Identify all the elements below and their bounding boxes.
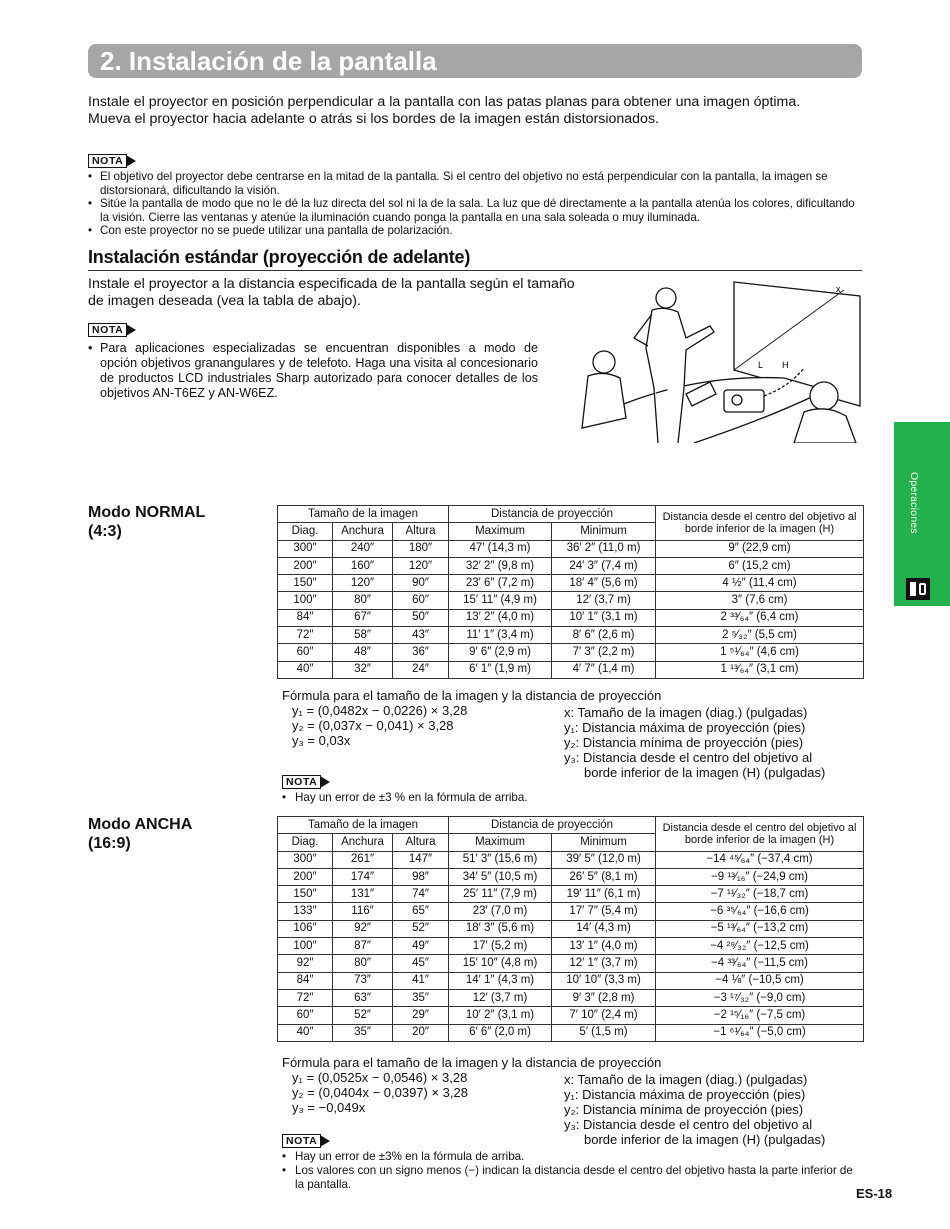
header-max: Maximum [449, 523, 552, 540]
table-cell: 52″ [333, 1007, 393, 1024]
standard-install-note [88, 322, 538, 401]
table-cell: −4 ²⁹⁄₃₂″ (−12,5 cm) [656, 938, 864, 955]
table-row [278, 575, 864, 592]
nota-badge: NOTA [282, 775, 330, 789]
table-cell: 160″ [333, 557, 393, 574]
note-item: • Los valores con un signo menos (−) indican la distancia desde el centro del objetivo hasta la parte inferior de la pantalla. [282, 1164, 862, 1192]
table-cell: 58″ [333, 627, 393, 644]
table-row [278, 557, 864, 574]
wide-mode-title: Modo ANCHA (16:9) [88, 816, 193, 852]
intro-paragraph-1: Instale el proyector en posición perpendicular a la pantalla con las patas planas para obtener una imagen óptima. [88, 94, 801, 110]
table-cell: 32′ 2″ (9,8 m) [449, 557, 552, 574]
header-min: Minimum [552, 523, 656, 540]
table-cell: 10′ 10″ (3,3 m) [552, 972, 656, 989]
table-cell: −14 ⁴⁵⁄₆₄″ (−37,4 cm) [656, 851, 864, 868]
formula-title: Fórmula para el tamaño de la imagen y la distancia de proyección [282, 688, 662, 703]
table-cell: 12′ 1″ (3,7 m) [552, 955, 656, 972]
header-distance: Distancia de proyección [449, 506, 656, 523]
table-cell: 72″ [278, 989, 333, 1006]
table-cell: −2 ¹⁵⁄₁₆″ (−7,5 cm) [656, 1007, 864, 1024]
table-cell: 17′ (5,2 m) [449, 938, 552, 955]
arrow-icon [126, 324, 136, 336]
section-title: 2. Instalación de la pantalla [88, 44, 862, 78]
table-row [278, 1007, 864, 1024]
table-cell: −4 ⅛″ (−10,5 cm) [656, 972, 864, 989]
formula-line: y₃ = 0,03x [292, 733, 351, 748]
arrow-icon [126, 155, 136, 167]
table-cell: 87″ [333, 938, 393, 955]
table-cell: 25′ 11″ (7,9 m) [449, 886, 552, 903]
table-cell: 13′ 2″ (4,0 m) [449, 609, 552, 626]
table-cell: 120″ [393, 557, 449, 574]
table-cell: 84″ [278, 972, 333, 989]
table-row [278, 955, 864, 972]
formula-line: y₂ = (0,0404x − 0,0397) × 3,28 [292, 1085, 468, 1100]
table-row [278, 851, 864, 868]
table-cell: 50″ [393, 609, 449, 626]
table-cell: 240″ [333, 540, 393, 557]
table-cell: 100″ [278, 592, 333, 609]
header-center: Distancia desde el centro del objetivo al borde inferior de la imagen (H) [656, 817, 864, 852]
intro-paragraph-2: Mueva el proyector hacia adelante o atrás si los bordes de la imagen están distorsionados. [88, 111, 659, 127]
table-cell: 2 ³³⁄₆₄″ (6,4 cm) [656, 609, 864, 626]
table-cell: 6″ (15,2 cm) [656, 557, 864, 574]
table-row [278, 989, 864, 1006]
table-cell: 8′ 6″ (2,6 m) [552, 627, 656, 644]
intro-text [88, 94, 858, 128]
table-cell: 32″ [333, 661, 393, 678]
formula-line: y₁ = (0,0525x − 0,0546) × 3,28 [292, 1070, 468, 1085]
table-cell: 73″ [333, 972, 393, 989]
standard-install-heading: Instalación estándar (proyección de adelante) [88, 246, 862, 271]
table-cell: 23′ 6″ (7,2 m) [449, 575, 552, 592]
legend-line: y₃: Distancia desde el centro del objetivo al [564, 1117, 813, 1132]
nota-badge: NOTA [88, 154, 136, 168]
table-cell: 92″ [278, 955, 333, 972]
note-item: • Sitúe la pantalla de modo que no le dé la luz directa del sol ni la de la sala. La luz que dé directamente a la pantalla atenúa los colores, dificultando la visión. Cierre las ventanas y atenúe la iluminación cuando ponga la pantalla en una sala soleada o muy iluminada. [88, 197, 864, 224]
table-cell: 34′ 5″ (10,5 m) [449, 868, 552, 885]
table-cell: 12′ (3,7 m) [449, 989, 552, 1006]
table-cell: 36″ [393, 644, 449, 661]
table-cell: 48″ [333, 644, 393, 661]
header-width: Anchura [333, 834, 393, 851]
header-diag: Diag. [278, 523, 333, 540]
header-image-size: Tamaño de la imagen [278, 817, 449, 834]
legend-line: y₂: Distancia mínima de proyección (pies) [564, 735, 804, 750]
header-diag: Diag. [278, 834, 333, 851]
table-row [278, 868, 864, 885]
table-cell: 7′ 10″ (2,4 m) [552, 1007, 656, 1024]
table-cell: 6′ 6″ (2,0 m) [449, 1024, 552, 1041]
wide-notes [282, 1134, 862, 1192]
table-cell: −6 ³⁵⁄₆₄″ (−16,6 cm) [656, 903, 864, 920]
table-row [278, 661, 864, 678]
table-cell: 4′ 7″ (1,4 m) [552, 661, 656, 678]
header-height: Altura [393, 834, 449, 851]
table-cell: 200″ [278, 868, 333, 885]
table-cell: 2 ⁵⁄₃₂″ (5,5 cm) [656, 627, 864, 644]
table-cell: 180″ [393, 540, 449, 557]
table-cell: 49″ [393, 938, 449, 955]
note-item: • Hay un error de ±3% en la fórmula de arriba. [282, 1150, 862, 1164]
header-width: Anchura [333, 523, 393, 540]
table-row [278, 972, 864, 989]
table-cell: 13′ 1″ (4,0 m) [552, 938, 656, 955]
table-cell: 150″ [278, 886, 333, 903]
header-min: Minimum [552, 834, 656, 851]
header-center: Distancia desde el centro del objetivo al borde inferior de la imagen (H) [656, 506, 864, 541]
standard-install-text: Instale el proyector a la distancia especificada de la pantalla según el tamaño de imagen deseada (vea la tabla de abajo). [88, 276, 575, 309]
table-cell: 60″ [278, 644, 333, 661]
table-cell: 60″ [278, 1007, 333, 1024]
table-row [278, 540, 864, 557]
table-cell: 80″ [333, 592, 393, 609]
table-cell: −5 ¹³⁄₆₄″ (−13,2 cm) [656, 920, 864, 937]
table-cell: 47′ (14,3 m) [449, 540, 552, 557]
table-cell: 65″ [393, 903, 449, 920]
table-cell: 40″ [278, 1024, 333, 1041]
projection-illustration [574, 278, 864, 443]
table-cell: 174″ [333, 868, 393, 885]
table-cell: 35″ [333, 1024, 393, 1041]
table-cell: 20″ [393, 1024, 449, 1041]
table-cell: 41″ [393, 972, 449, 989]
table-cell: 63″ [333, 989, 393, 1006]
remote-control-icon [906, 578, 930, 600]
table-cell: 106″ [278, 920, 333, 937]
table-cell: 72″ [278, 627, 333, 644]
table-cell: 147″ [393, 851, 449, 868]
table-cell: 261″ [333, 851, 393, 868]
header-max: Maximum [449, 834, 552, 851]
table-row [278, 903, 864, 920]
legend-line: y₃: Distancia desde el centro del objetivo al [564, 750, 813, 765]
table-cell: 150″ [278, 575, 333, 592]
table-row [278, 627, 864, 644]
table-cell: 7′ 3″ (2,2 m) [552, 644, 656, 661]
header-distance: Distancia de proyección [449, 817, 656, 834]
table-cell: −1 ⁶¹⁄₆₄″ (−5,0 cm) [656, 1024, 864, 1041]
table-cell: 98″ [393, 868, 449, 885]
table-cell: 90″ [393, 575, 449, 592]
table-cell: 18′ 3″ (5,6 m) [449, 920, 552, 937]
notes-top [88, 154, 864, 238]
note-item: • El objetivo del proyector debe centrarse en la mitad de la pantalla. Si el centro del objetivo no está perpendicular con la pantalla, la imagen se distorsionará, dificultando la visión. [88, 170, 864, 197]
table-cell: 24′ 3″ (7,4 m) [552, 557, 656, 574]
formula-line: y₃ = −0,049x [292, 1100, 366, 1115]
note-item: • Para aplicaciones especializadas se encuentran disponibles a modo de opción objetivos granangulares y de telefoto. Haga una visita al concesionario de productos LCD industriales Sharp autorizado para conocer detalles de los objetivos AN-T6EZ y AN-W6EZ. [88, 341, 538, 401]
wide-mode-table [277, 816, 864, 1042]
table-cell: 15′ 11″ (4,9 m) [449, 592, 552, 609]
nota-badge: NOTA [88, 323, 136, 337]
table-cell: 131″ [333, 886, 393, 903]
table-cell: 1 ⁵¹⁄₆₄″ (4,6 cm) [656, 644, 864, 661]
table-cell: 11′ 1″ (3,4 m) [449, 627, 552, 644]
table-cell: 80″ [333, 955, 393, 972]
table-cell: 133″ [278, 903, 333, 920]
table-cell: 9′ 6″ (2,9 m) [449, 644, 552, 661]
table-cell: 100″ [278, 938, 333, 955]
formula-line: y₁ = (0,0482x − 0,0226) × 3,28 [292, 703, 468, 718]
table-cell: 40″ [278, 661, 333, 678]
diagram-label-h: H [782, 360, 789, 370]
page-number: ES-18 [856, 1186, 893, 1201]
table-cell: 300″ [278, 851, 333, 868]
table-row [278, 886, 864, 903]
legend-line: borde inferior de la imagen (H) (pulgadas) [584, 1132, 826, 1147]
header-image-size: Tamaño de la imagen [278, 506, 449, 523]
table-cell: 51′ 3″ (15,6 m) [449, 851, 552, 868]
table-row [278, 938, 864, 955]
table-cell: 5′ (1,5 m) [552, 1024, 656, 1041]
header-height: Altura [393, 523, 449, 540]
table-row [278, 609, 864, 626]
table-cell: 120″ [333, 575, 393, 592]
note-item: • Con este proyector no se puede utilizar una pantalla de polarización. [88, 224, 864, 238]
table-cell: 52″ [393, 920, 449, 937]
table-cell: 300″ [278, 540, 333, 557]
table-cell: 29″ [393, 1007, 449, 1024]
table-cell: 9″ (22,9 cm) [656, 540, 864, 557]
table-cell: 67″ [333, 609, 393, 626]
table-cell: 17′ 7″ (5,4 m) [552, 903, 656, 920]
table-cell: 60″ [393, 592, 449, 609]
legend-line: borde inferior de la imagen (H) (pulgadas) [584, 765, 826, 780]
table-cell: −7 ¹¹⁄₃₂″ (−18,7 cm) [656, 886, 864, 903]
table-cell: 35″ [393, 989, 449, 1006]
table-cell: 19′ 11″ (6,1 m) [552, 886, 656, 903]
table-cell: 45″ [393, 955, 449, 972]
normal-mode-table [277, 505, 864, 679]
table-row [278, 592, 864, 609]
table-cell: −4 ³³⁄₆₄″ (−11,5 cm) [656, 955, 864, 972]
table-cell: 92″ [333, 920, 393, 937]
table-cell: 10′ 2″ (3,1 m) [449, 1007, 552, 1024]
table-cell: 4 ½″ (11,4 cm) [656, 575, 864, 592]
table-cell: 116″ [333, 903, 393, 920]
table-cell: 15′ 10″ (4,8 m) [449, 955, 552, 972]
table-cell: 9′ 3″ (2,8 m) [552, 989, 656, 1006]
table-cell: 200″ [278, 557, 333, 574]
table-cell: 43″ [393, 627, 449, 644]
legend-line: y₂: Distancia mínima de proyección (pies) [564, 1102, 804, 1117]
legend-line: y₁: Distancia máxima de proyección (pies) [564, 720, 806, 735]
nota-badge: NOTA [282, 1134, 330, 1148]
normal-mode-title: Modo NORMAL (4:3) [88, 504, 206, 540]
table-cell: 3″ (7,6 cm) [656, 592, 864, 609]
table-cell: 6′ 1″ (1,9 m) [449, 661, 552, 678]
table-cell: 26′ 5″ (8,1 m) [552, 868, 656, 885]
formula-line: y₂ = (0,037x − 0,041) × 3,28 [292, 718, 454, 733]
normal-notes [282, 775, 862, 805]
diagram-label-l: L [758, 360, 764, 370]
note-item: • Hay un error de ±3 % en la fórmula de arriba. [282, 791, 862, 805]
side-tab-label: Operaciones [908, 472, 920, 534]
table-row [278, 920, 864, 937]
table-row [278, 1024, 864, 1041]
table-cell: 36′ 2″ (11,0 m) [552, 540, 656, 557]
table-cell: 18′ 4″ (5,6 m) [552, 575, 656, 592]
table-row [278, 644, 864, 661]
table-cell: −3 ¹⁷⁄₃₂″ (−9,0 cm) [656, 989, 864, 1006]
diagram-label-x: x [836, 284, 841, 294]
table-cell: 74″ [393, 886, 449, 903]
table-cell: 24″ [393, 661, 449, 678]
normal-formula [282, 688, 862, 784]
arrow-icon [320, 776, 330, 788]
side-tab-operaciones [894, 422, 950, 606]
table-cell: 23′ (7,0 m) [449, 903, 552, 920]
table-cell: 84″ [278, 609, 333, 626]
legend-line: x: Tamaño de la imagen (diag.) (pulgadas) [564, 1072, 808, 1087]
table-cell: 12′ (3,7 m) [552, 592, 656, 609]
table-cell: −9 ¹³⁄₁₆″ (−24,9 cm) [656, 868, 864, 885]
legend-line: x: Tamaño de la imagen (diag.) (pulgadas) [564, 705, 808, 720]
table-cell: 10′ 1″ (3,1 m) [552, 609, 656, 626]
table-cell: 39′ 5″ (12,0 m) [552, 851, 656, 868]
table-cell: 1 ¹³⁄₆₄″ (3,1 cm) [656, 661, 864, 678]
table-cell: 14′ 1″ (4,3 m) [449, 972, 552, 989]
table-cell: 14′ (4,3 m) [552, 920, 656, 937]
formula-title: Fórmula para el tamaño de la imagen y la distancia de proyección [282, 1055, 662, 1070]
arrow-icon [320, 1135, 330, 1147]
legend-line: y₁: Distancia máxima de proyección (pies) [564, 1087, 806, 1102]
